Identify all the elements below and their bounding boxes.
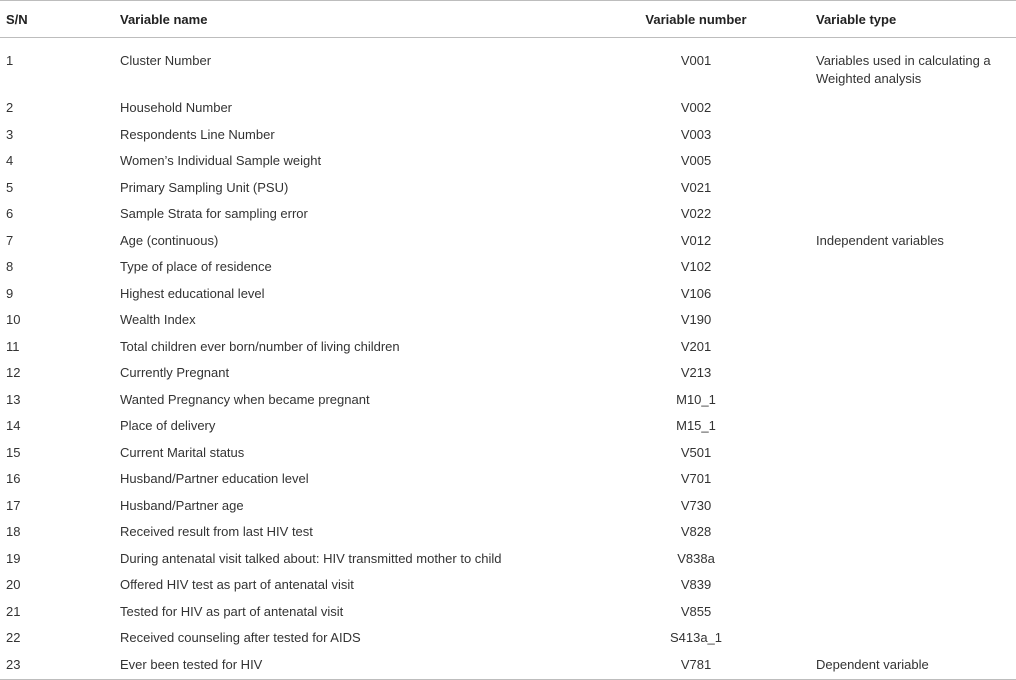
cell-variable-type	[810, 176, 1016, 203]
cell-variable-type	[810, 202, 1016, 229]
table-row	[0, 361, 1016, 388]
cell-sn: 16	[6, 471, 21, 486]
cell-variable-number: V005	[680, 153, 712, 168]
cell-variable-name: Sample Strata for sampling error	[120, 206, 308, 221]
cell-variable-number: V106	[680, 285, 712, 301]
cell-variable-type	[810, 494, 1016, 521]
cell-variable-name: Currently Pregnant	[120, 365, 230, 380]
table-row	[0, 38, 1016, 97]
table-row	[0, 123, 1016, 150]
cell-variable-type	[810, 467, 1016, 494]
cell-sn: 14	[6, 418, 21, 433]
cell-sn: 18	[6, 524, 21, 539]
cell-sn: 15	[6, 444, 21, 460]
cell-variable-name: Respondents Line Number	[120, 126, 275, 142]
header-row	[0, 1, 1016, 38]
table-row	[0, 653, 1016, 680]
cell-sn: 2	[6, 100, 14, 115]
cell-variable-type	[810, 414, 1016, 441]
table-row	[0, 176, 1016, 203]
table-row	[0, 573, 1016, 600]
table-row	[0, 96, 1016, 123]
cell-variable-type	[810, 149, 1016, 176]
cell-variable-number: S413a_1	[669, 630, 723, 645]
cell-sn: 13	[6, 391, 21, 407]
cell-sn: 7	[6, 232, 14, 248]
cell-variable-number: V839	[680, 577, 712, 592]
cell-variable-number: V213	[680, 365, 712, 380]
table-row	[0, 255, 1016, 282]
cell-variable-name: Husband/Partner age	[120, 497, 244, 513]
cell-variable-number: V501	[680, 444, 712, 460]
cell-sn: 11	[6, 338, 20, 354]
table-row	[0, 335, 1016, 362]
cell-sn: 22	[6, 630, 21, 645]
cell-variable-name: Husband/Partner education level	[120, 471, 309, 486]
cell-variable-number: V003	[680, 126, 712, 142]
cell-sn: 12	[6, 365, 21, 380]
cell-variable-type	[810, 520, 1016, 547]
cell-variable-number: V701	[680, 471, 712, 486]
cell-variable-type	[810, 441, 1016, 468]
table-row	[0, 626, 1016, 653]
cell-variable-name: Highest educational level	[120, 285, 265, 301]
header-variable-number: Variable number	[582, 1, 810, 38]
cell-sn: 10	[6, 312, 21, 327]
cell-sn: 8	[6, 259, 14, 274]
table-body	[0, 38, 1016, 680]
table-row	[0, 229, 1016, 256]
cell-variable-type	[810, 123, 1016, 150]
cell-sn: 5	[6, 179, 14, 195]
table-row	[0, 202, 1016, 229]
cell-variable-name: Cluster Number	[120, 53, 212, 68]
cell-variable-type	[810, 626, 1016, 653]
cell-variable-number: V828	[680, 524, 712, 539]
cell-variable-number: V781	[582, 653, 810, 680]
table-row	[0, 547, 1016, 574]
table-row	[0, 600, 1016, 627]
cell-variable-number: V190	[680, 312, 712, 327]
header-variable-name: Variable name	[114, 1, 582, 38]
cell-sn: 17	[6, 497, 21, 513]
cell-variable-type	[810, 308, 1016, 335]
cell-variable-number: V201	[680, 338, 712, 354]
cell-variable-number: V001	[680, 53, 712, 68]
cell-variable-type	[810, 547, 1016, 574]
cell-sn: 19	[6, 550, 21, 566]
cell-sn: 4	[6, 153, 14, 168]
cell-variable-number: V730	[680, 497, 712, 513]
cell-variable-name: Age (continuous)	[120, 232, 219, 248]
cell-variable-type	[810, 361, 1016, 388]
cell-variable-name: Place of delivery	[120, 418, 216, 433]
cell-variable-type	[810, 600, 1016, 627]
cell-variable-type	[810, 388, 1016, 415]
cell-variable-type	[810, 255, 1016, 282]
cell-variable-name: Primary Sampling Unit (PSU)	[120, 179, 289, 195]
cell-sn: 9	[6, 285, 14, 301]
table-row	[0, 308, 1016, 335]
cell-variable-number: V855	[680, 603, 712, 619]
table-row	[0, 388, 1016, 415]
cell-variable-number: V838a	[677, 550, 715, 566]
cell-variable-name: Offered HIV test as part of antenatal visit	[120, 577, 354, 592]
table-row	[0, 467, 1016, 494]
cell-variable-type: Variables used in calculating a Weighted analysis	[816, 53, 991, 86]
cell-variable-type: Independent variables	[816, 232, 944, 248]
cell-sn: 1	[6, 53, 14, 68]
cell-variable-type	[810, 335, 1016, 362]
cell-sn: 23	[0, 653, 114, 680]
table-row	[0, 520, 1016, 547]
table-row	[0, 149, 1016, 176]
cell-variable-name: Tested for HIV as part of antenatal visit	[120, 603, 344, 619]
cell-variable-number: V022	[680, 206, 712, 221]
cell-variable-name: Household Number	[120, 100, 233, 115]
cell-variable-name: Received result from last HIV test	[120, 524, 313, 539]
table-row	[0, 282, 1016, 309]
table-header	[0, 1, 1016, 38]
cell-variable-number: V002	[680, 100, 712, 115]
cell-variable-name: Wanted Pregnancy when became pregnant	[120, 391, 370, 407]
cell-variable-number: M15_1	[676, 418, 716, 433]
cell-variable-name: Ever been tested for HIV	[114, 653, 582, 680]
cell-variable-number: V021	[680, 179, 712, 195]
cell-variable-name: Received counseling after tested for AIDS	[120, 630, 361, 645]
cell-variable-name: Type of place of residence	[120, 259, 272, 274]
cell-variable-number: V102	[680, 259, 712, 274]
cell-sn: 3	[6, 126, 14, 142]
table-row	[0, 441, 1016, 468]
cell-variable-name: Current Marital status	[120, 444, 245, 460]
cell-variable-number: V012	[680, 232, 712, 248]
cell-sn: 21	[6, 603, 21, 619]
cell-variable-type	[810, 573, 1016, 600]
cell-variable-name: Total children ever born/number of living children	[120, 338, 400, 354]
header-sn: S/N	[0, 1, 114, 38]
cell-variable-name: Wealth Index	[120, 312, 196, 327]
cell-sn: 20	[6, 577, 21, 592]
cell-variable-number: M10_1	[676, 391, 716, 407]
cell-variable-type	[810, 282, 1016, 309]
cell-sn: 6	[6, 206, 14, 221]
cell-variable-type	[810, 96, 1016, 123]
header-variable-type: Variable type	[810, 1, 1016, 38]
table-row	[0, 414, 1016, 441]
cell-variable-type: Dependent variable	[810, 653, 1016, 680]
cell-variable-name: Women’s Individual Sample weight	[120, 153, 322, 168]
table-row	[0, 494, 1016, 521]
cell-variable-name: During antenatal visit talked about: HIV transmitted mother to child	[120, 550, 502, 566]
